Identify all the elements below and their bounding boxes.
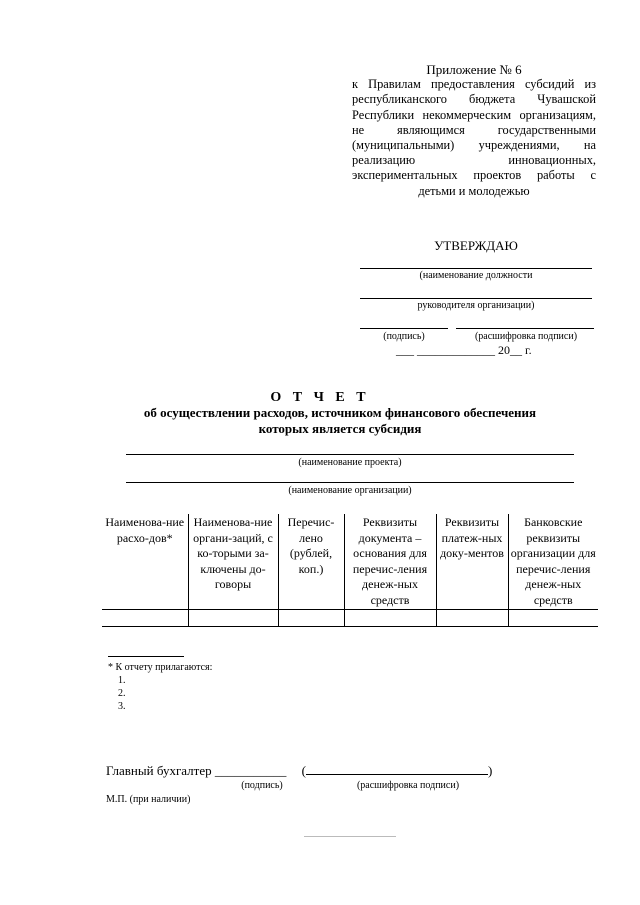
decoding-caption: (расшифровка подписи) <box>474 331 578 342</box>
project-caption: (наименование проекта) <box>298 457 402 468</box>
annex-title: Приложение № 6 <box>426 62 522 77</box>
col-contractors: Наименова-ние органи-заций, с ко-торыми за-ключены до-говоры <box>188 514 278 610</box>
table-cell[interactable] <box>278 610 344 627</box>
footnote-item-1: 1. <box>118 675 126 686</box>
report-table <box>102 514 598 627</box>
table-cell[interactable] <box>344 610 436 627</box>
position-caption: (наименование должности <box>419 270 533 281</box>
approval-date: ___ _____________ 20__ г. <box>396 343 532 357</box>
org-head-line <box>360 298 592 299</box>
chief-accountant-sign-blank: ___________ <box>214 763 287 778</box>
col-bank-details: Банковские реквизиты организации для перечис-ления денеж-ных средств <box>508 514 598 610</box>
report-subtitle: об осуществлении расходов, источником финансового обеспечения которых является субсидия <box>143 405 537 436</box>
footnote-item-3: 3. <box>118 701 126 712</box>
paren-close: ) <box>487 763 493 778</box>
table-cell[interactable] <box>436 610 508 627</box>
project-line <box>126 454 574 455</box>
signature-line <box>360 328 448 329</box>
table-cell[interactable] <box>508 610 598 627</box>
footnote-item-2: 2. <box>118 688 126 699</box>
annex-text: к Правилам предоставления субсидий из республиканского бюджета Чувашской Республики некоммерческим организациям, не являющимся государственными (муниципальными) учреждениями, на реализацию инновационных, экспериментальных проектов работы с детьми и молодежью <box>352 77 596 198</box>
chief-accountant-line <box>106 762 492 779</box>
paren-open: ( <box>301 763 306 778</box>
col-basis-document: Реквизиты документа – основания для перечис-ления денеж-ных средств <box>344 514 436 610</box>
org-head-caption: руководителя организации) <box>417 300 535 311</box>
chief-accountant-label: Главный бухгалтер <box>106 763 212 778</box>
col-transferred: Перечис-лено (рублей, коп.) <box>278 514 344 610</box>
annex-block <box>352 62 596 199</box>
footnote-separator <box>108 656 184 657</box>
chief-decode-caption: (расшифровка подписи) <box>356 780 460 791</box>
chief-accountant-decoding-blank <box>306 762 488 775</box>
table-cell[interactable] <box>102 610 188 627</box>
table-row <box>102 610 598 627</box>
report-title: О Т Ч Е Т <box>270 390 370 405</box>
stamp-note: М.П. (при наличии) <box>106 794 191 805</box>
footnote-title: * К отчету прилагаются: <box>108 662 213 673</box>
position-line <box>360 268 592 269</box>
col-payment-docs: Реквизиты платеж-ных доку-ментов <box>436 514 508 610</box>
approval-heading: УТВЕРЖДАЮ <box>434 238 518 253</box>
signature-caption: (подпись) <box>383 331 425 342</box>
chief-sign-caption: (подпись) <box>241 780 283 791</box>
table-header-row <box>102 514 598 610</box>
decoding-line <box>456 328 594 329</box>
bottom-separator <box>304 836 396 837</box>
organization-caption: (наименование организации) <box>288 485 412 496</box>
organization-line <box>126 482 574 483</box>
col-expense-name: Наименова-ние расхо-дов* <box>102 514 188 610</box>
table-cell[interactable] <box>188 610 278 627</box>
footnote <box>108 661 212 713</box>
